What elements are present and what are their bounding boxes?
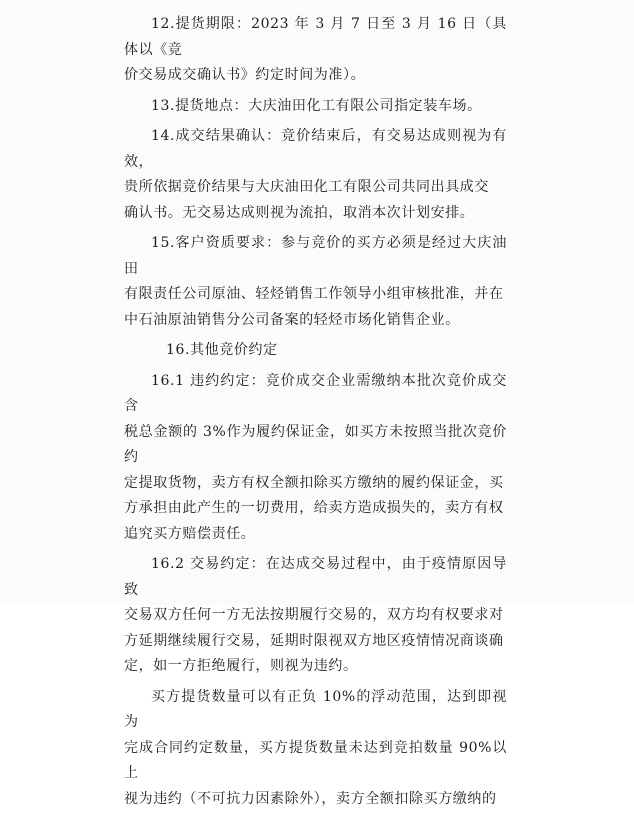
text-line: 16.1 违约约定：竞价成交企业需缴纳本批次竞价成交含 — [124, 372, 507, 414]
clause-16-heading — [124, 338, 507, 364]
text-line: 中石油原油销售分公司备案的轻烃市场化销售企业。 — [124, 311, 460, 328]
text-line: 买方提货数量可以有正负 10%的浮动范围，达到即视为 — [124, 688, 507, 730]
clause-16-1 — [124, 369, 507, 548]
text-line: 定，如一方拒绝履行，则视为违约。 — [124, 658, 358, 674]
text-line: 贵所依据竞价结果与大庆油田化工有限公司共同出具成交 — [124, 179, 489, 195]
clause-13 — [124, 94, 507, 120]
text-line: 16.2 交易约定：在达成交易过程中，由于疫情原因导致 — [124, 556, 507, 598]
text-line: 追究买方赔偿责任。 — [124, 525, 256, 542]
text-line: 定提取货物，卖方有权全额扣除买方缴纳的履约保证金，买 — [124, 474, 504, 491]
document-body — [124, 12, 507, 817]
text-line: 价交易成交确认书》约定时间为准）。 — [124, 67, 366, 83]
text-line: 14.成交结果确认：竞价结束后，有交易达成则视为有效， — [124, 128, 507, 170]
text-line: 确认书。无交易达成则视为流拍，取消本次计划安排。 — [124, 204, 475, 221]
text-line: 有限责任公司原油、轻烃销售工作领导小组审核批准，并在 — [124, 286, 504, 302]
text-line: 15.客户资质要求：参与竞价的买方必须是经过大庆油田 — [124, 235, 507, 277]
text-line: 税总金额的 3%作为履约保证金，如买方未按照当批次竞价约 — [124, 423, 507, 465]
clause-16-2 — [124, 552, 507, 680]
text-line: 方延期继续履行交易，延期时限视双方地区疫情情况商谈确 — [124, 632, 504, 649]
clause-quantity — [124, 685, 507, 813]
text-line: 视为违约（不可抗力因素除外），卖方全额扣除买方缴纳的 — [124, 790, 497, 807]
clause-12 — [124, 12, 507, 89]
text-line: 12.提货期限：2023 年 3 月 7 日至 3 月 16 日（具体以《竞 — [124, 16, 507, 58]
text-line: 方承担由此产生的一切费用，给卖方造成损失的，卖方有权 — [124, 500, 504, 516]
clause-15 — [124, 231, 507, 333]
text-line: 完成合同约定数量，买方提货数量未达到竞拍数量 90%以上 — [124, 739, 507, 781]
text-line: 16.其他竞价约定 — [166, 342, 278, 358]
text-line: 交易双方任何一方无法按期履行交易的，双方均有权要求对 — [124, 607, 504, 623]
text-line: 13.提货地点：大庆油田化工有限公司指定装车场。 — [151, 97, 482, 114]
clause-14 — [124, 124, 507, 226]
